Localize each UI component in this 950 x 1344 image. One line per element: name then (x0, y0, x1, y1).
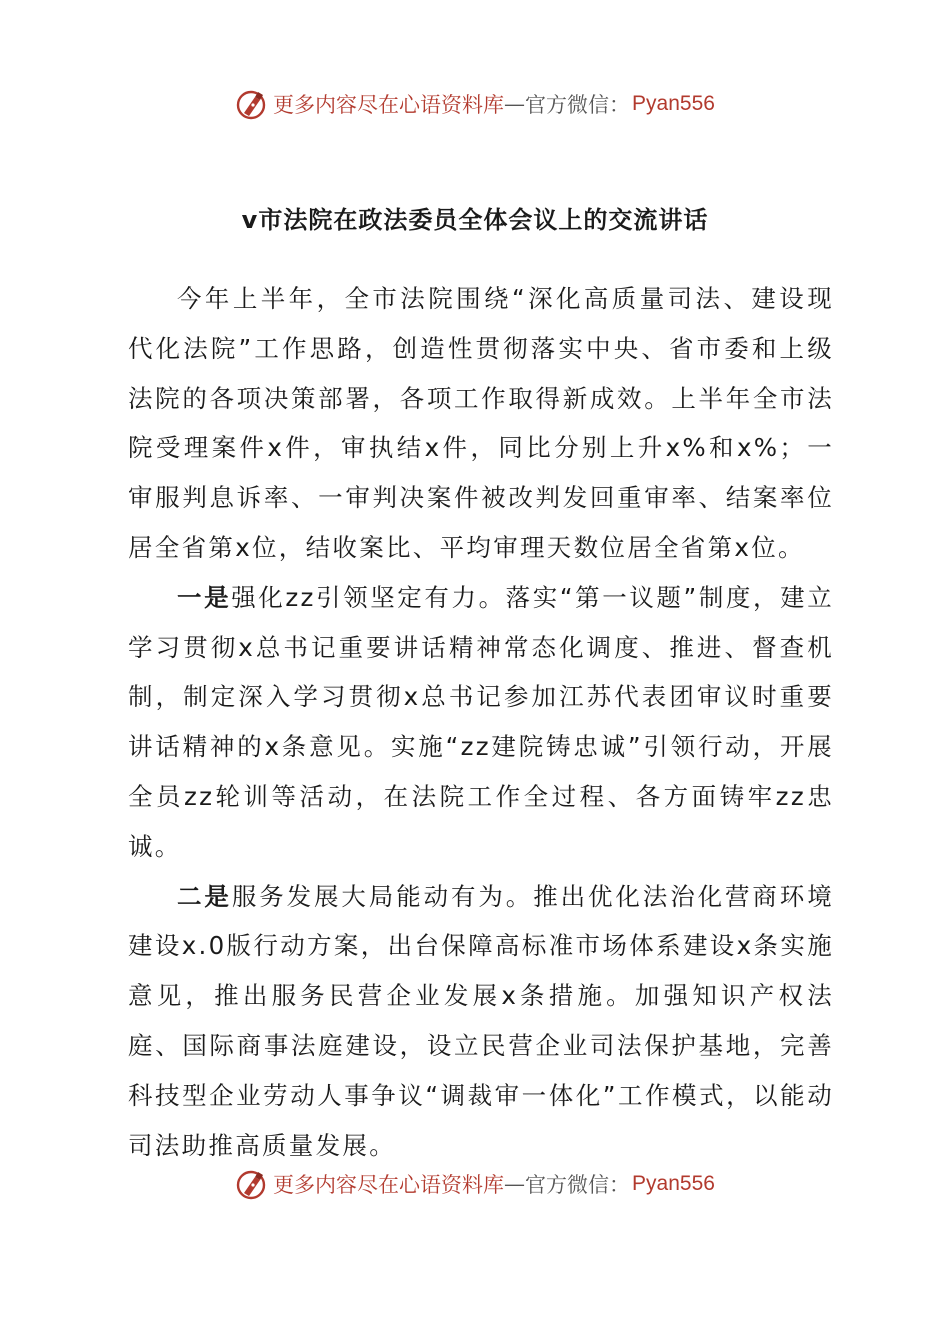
paragraph-lead: 一是 (177, 582, 232, 612)
banner-separator: — (504, 92, 526, 116)
banner-site-text: 更多内容尽在心语资料库 (273, 93, 505, 117)
document-body (128, 274, 834, 1170)
paragraph-intro (128, 274, 834, 573)
pen-nib-logo-icon (235, 87, 269, 121)
footer-banner (0, 1162, 950, 1206)
paragraph-text: 今年上半年，全市法院围绕“深化高质量司法、建设现代化法院”工作思路，创造性贯彻落实中央、省市委和上级法院的各项决策部署，各项工作取得新成效。上半年全市法院受理案件x件，审执结x件，同比分别上升x%和x%；一审服判息诉率、一审判决案件被改判发回重审率、结案率位居全省第x位，结收案比、平均审理天数位居全省第x位。 (128, 284, 834, 562)
paragraph-point-one (128, 573, 834, 872)
header-banner (0, 82, 950, 126)
banner-wechat-id: Pyan556 (632, 1172, 715, 1195)
banner-site-text: 更多内容尽在心语资料库 (273, 1173, 505, 1197)
banner-wechat-label: 官方微信： (525, 93, 631, 117)
paragraph-point-two (128, 872, 834, 1171)
banner-wechat-id: Pyan556 (632, 92, 715, 115)
banner-separator: — (504, 1172, 526, 1196)
paragraph-lead: 二是 (177, 881, 232, 911)
paragraph-text: 强化zz引领坚定有力。落实“第一议题”制度，建立学习贯彻x总书记重要讲话精神常态化调度、推进、督查机制，制定深入学习贯彻x总书记参加江苏代表团审议时重要讲话精神的x条意见。实施“zz建院铸忠诚”引领行动，开展全员zz轮训等活动，在法院工作全过程、各方面铸牢zz忠诚。 (128, 582, 834, 861)
paragraph-text: 服务发展大局能动有为。推出优化法治化营商环境建设x.0版行动方案，出台保障高标准市场体系建设x条实施意见，推出服务民营企业发展x条措施。加强知识产权法庭、国际商事法庭建设，设立民营企业司法保护基地，完善科技型企业劳动人事争议“调裁审一体化”工作模式，以能动司法助推高质量发展。 (128, 881, 834, 1160)
pen-nib-logo-icon (235, 1167, 269, 1201)
document-title: v市法院在政法委员全体会议上的交流讲话 (241, 206, 709, 234)
banner-wechat-label: 官方微信： (525, 1173, 631, 1197)
